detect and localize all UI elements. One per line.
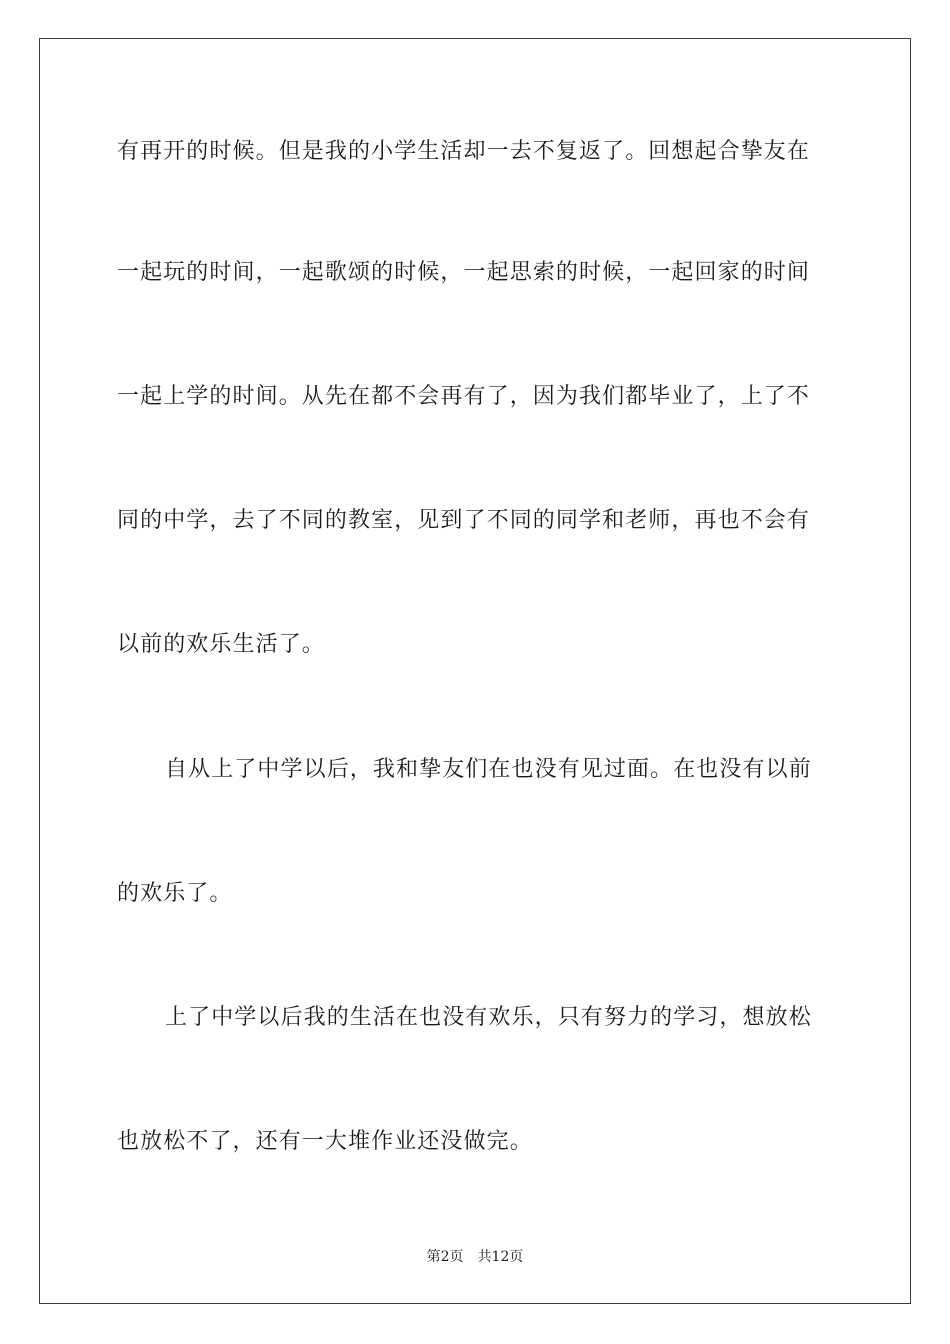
paragraph-first-line: 上了中学以后我的生活在也没有欢乐，只有努力的学习，想放松 (165, 1005, 812, 1030)
page-total: 共12页 (477, 1249, 524, 1265)
text-line: 也放松不了，还有一大堆作业还没做完。 (117, 1129, 533, 1154)
text-line: 一起上学的时间。从先在都不会再有了，因为我们都毕业了，上了不 (117, 384, 811, 409)
text-line: 有再开的时候。但是我的小学生活却一去不复返了。回想起合挚友在 (117, 139, 811, 164)
paragraph-first-line: 自从上了中学以后，我和挚友们在也没有见过面。在也没有以前 (165, 757, 812, 782)
text-line: 以前的欢乐生活了。 (117, 632, 325, 657)
page-footer (0, 1248, 950, 1266)
page-number: 第2页 (426, 1249, 464, 1265)
text-line: 一起玩的时间，一起歌颂的时候，一起思索的时候，一起回家的时间 (117, 260, 811, 285)
page-frame (39, 38, 911, 1304)
text-line: 的欢乐了。 (117, 881, 233, 906)
text-line: 同的中学，去了不同的教室，见到了不同的同学和老师，再也不会有 (117, 508, 811, 533)
